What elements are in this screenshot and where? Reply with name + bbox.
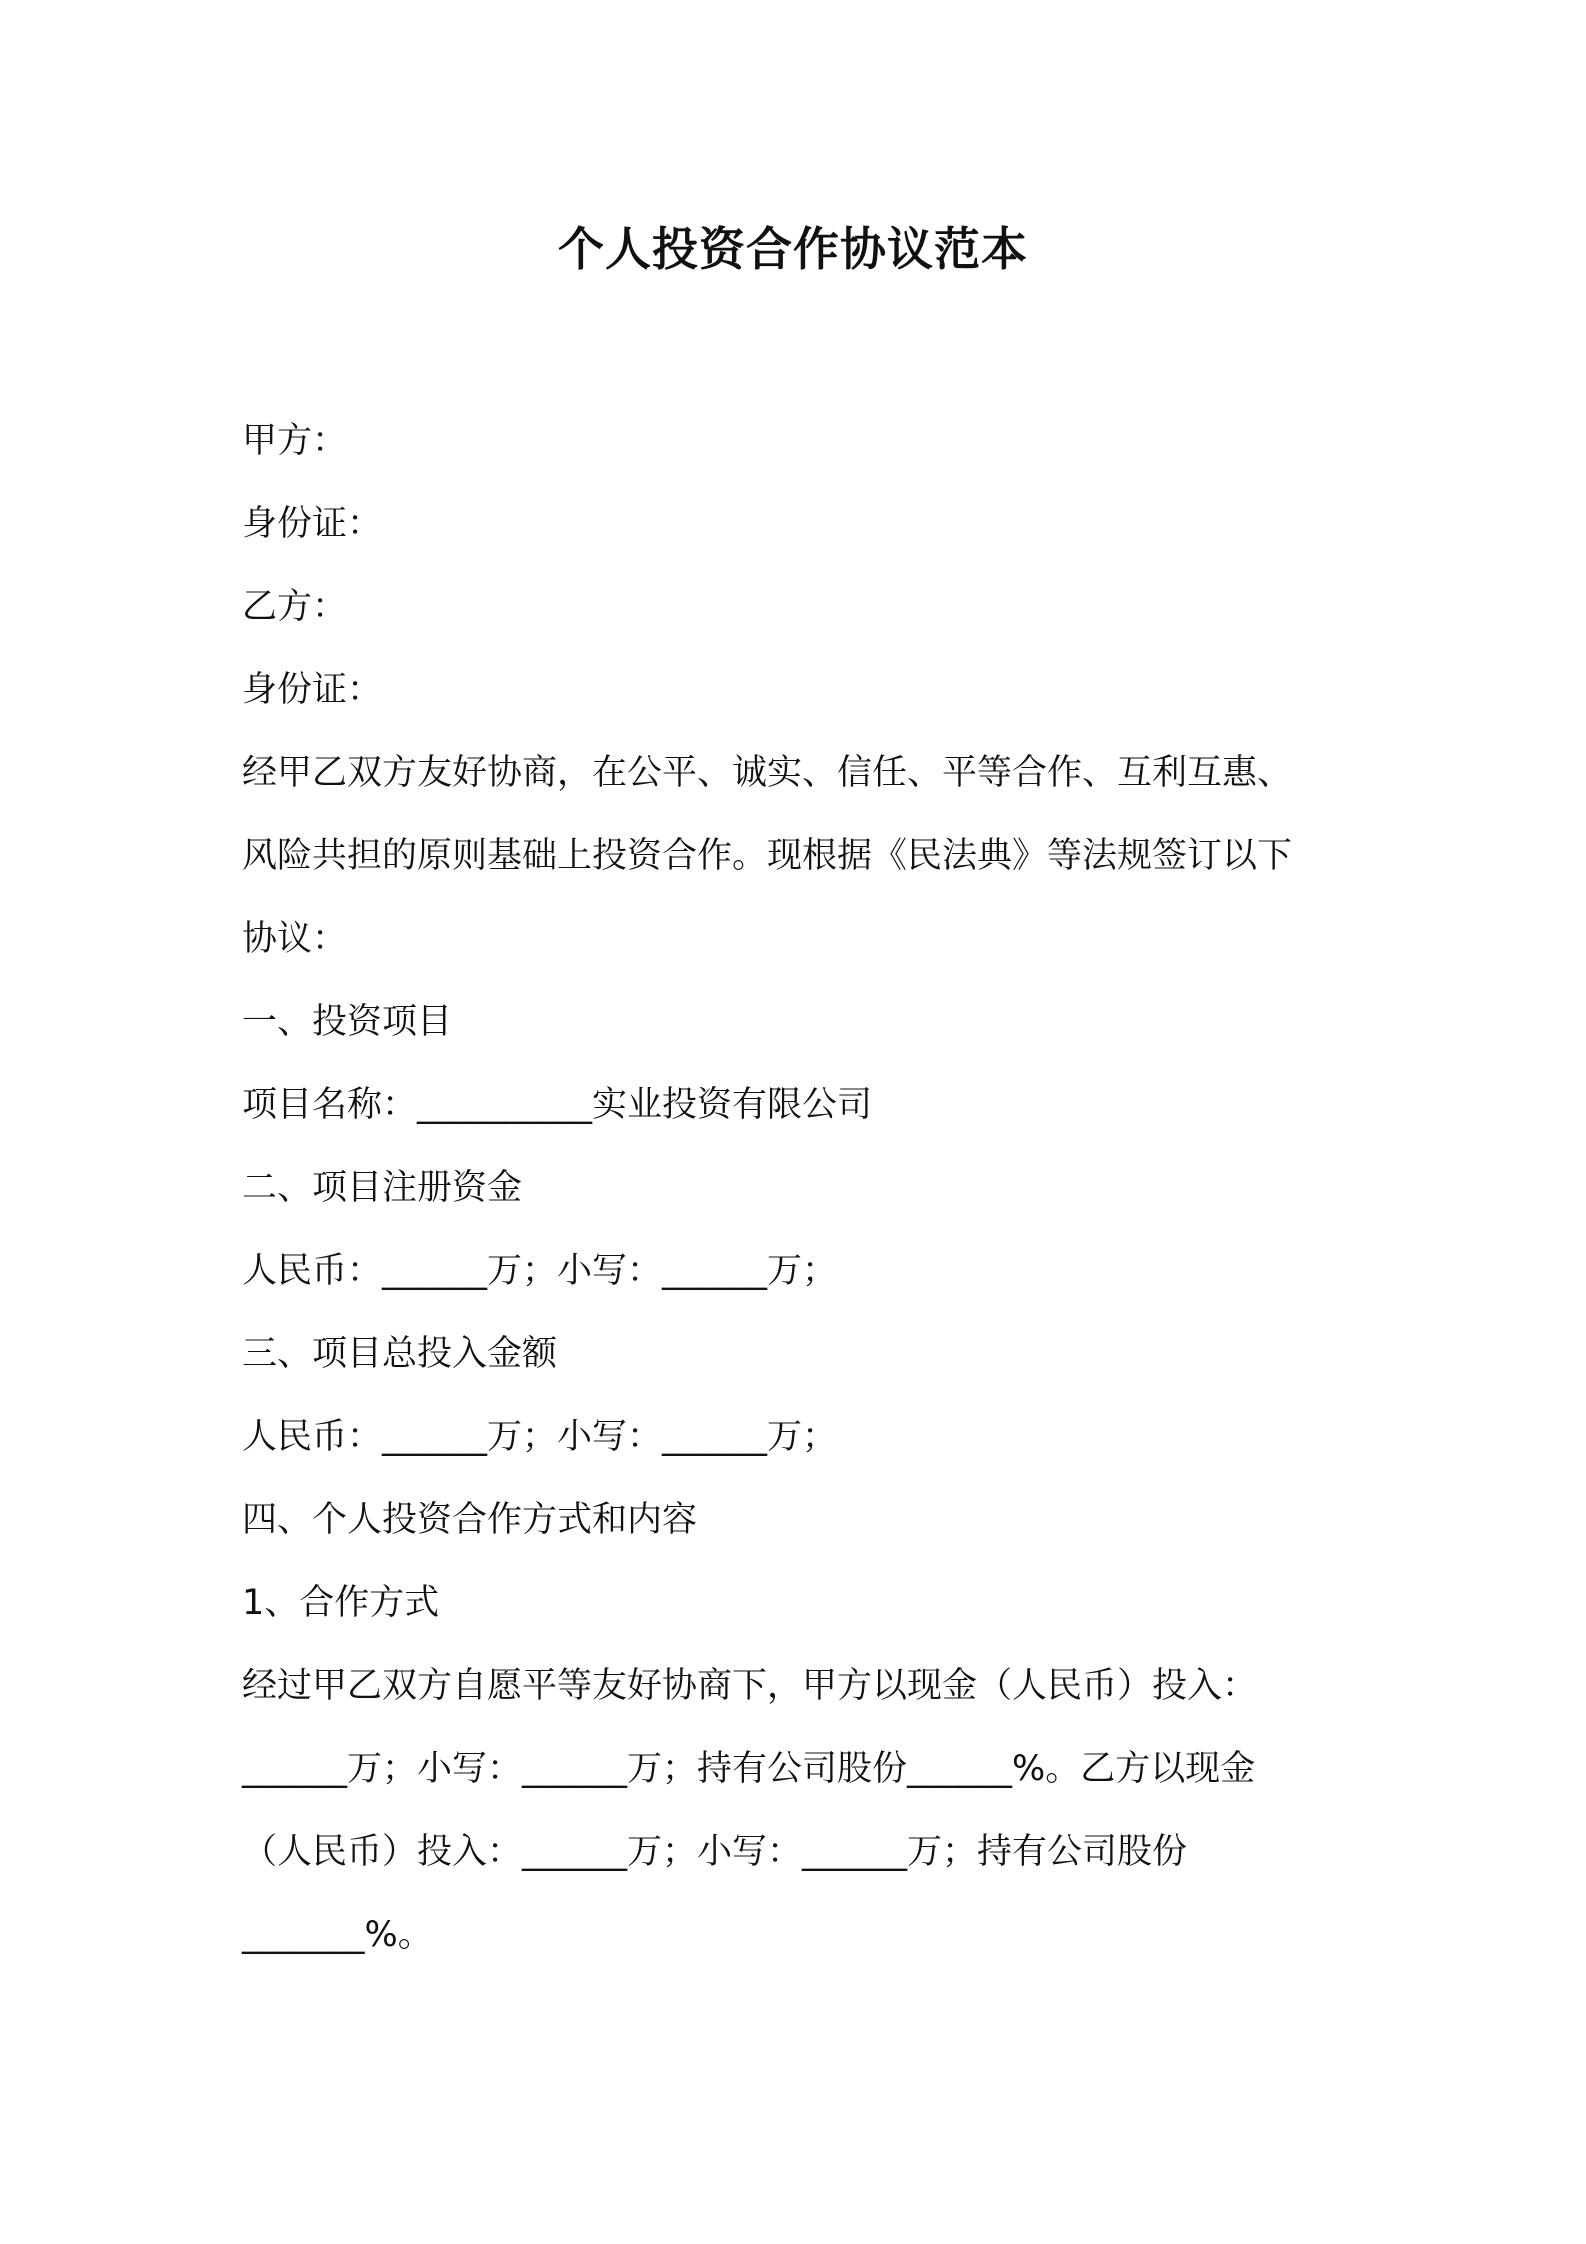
preamble-line-1: 经甲乙双方友好协商，在公平、诚实、信任、平等合作、互利互惠、 [242,753,1293,793]
party-b-id-label: 身份证： [242,670,383,710]
preamble-line-2: 风险共担的原则基础上投资合作。现根据《民法典》等法规签订以下 [242,836,1293,876]
subsection-heading-1: 1、合作方式 [242,1583,440,1623]
document-title: 个人投资合作协议范本 [558,222,1028,276]
cooperation-line-2: ______万；小写：______万；持有公司股份______%。乙方以现金 [242,1749,1256,1789]
cooperation-line-1: 经过甲乙双方自愿平等友好协商下，甲方以现金（人民币）投入： [242,1666,1258,1706]
document-body [242,400,1362,1977]
registered-capital-line: 人民币：______万；小写：______万； [242,1251,838,1291]
section-heading-2: 二、项目注册资金 [242,1168,523,1208]
section-heading-1: 一、投资项目 [242,1002,453,1042]
cooperation-line-3: （人民币）投入：______万；小写：______万；持有公司股份 [242,1832,1188,1872]
cooperation-line-4: _______%。 [242,1915,433,1955]
section-heading-3: 三、项目总投入金额 [242,1334,558,1374]
party-a-id-label: 身份证： [242,504,383,544]
preamble-line-3: 协议： [242,919,348,959]
party-b-label: 乙方： [242,587,348,627]
project-name-line: 项目名称：__________实业投资有限公司 [242,1085,873,1125]
total-investment-line: 人民币：______万；小写：______万； [242,1417,838,1457]
section-heading-4: 四、个人投资合作方式和内容 [242,1500,698,1540]
party-a-label: 甲方： [242,421,348,461]
